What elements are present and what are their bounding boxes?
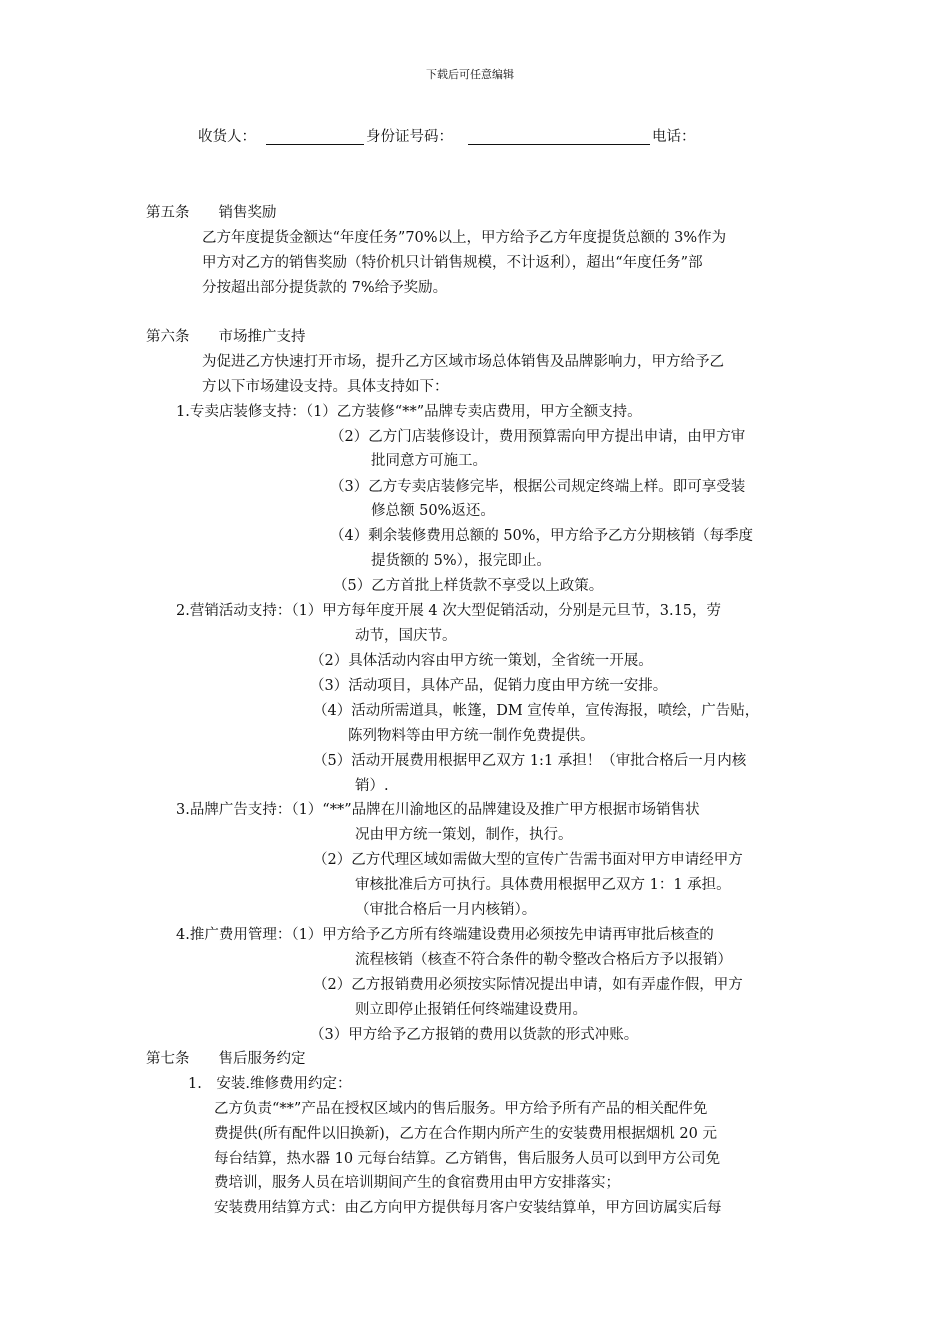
- page-header: 下载后可任意编辑: [426, 68, 514, 81]
- list-item: （审批合格后一月内核销）。: [355, 902, 537, 918]
- list-item: 修总额 50%返还。: [371, 503, 495, 519]
- list-item: （3）活动项目，具体产品，促销力度由甲方统一安排。: [310, 678, 668, 694]
- list-item: 2.营销活动支持：（1）甲方每年度开展 4 次大型促销活动，分别是元旦节，3.15，劳: [176, 603, 722, 619]
- paragraph-line: 分按超出部分提货款的 7%给予奖励。: [202, 280, 448, 296]
- consignee-name-field[interactable]: [266, 130, 364, 145]
- list-item: 批同意方可施工。: [371, 453, 487, 469]
- id-number-field[interactable]: [468, 130, 650, 145]
- subsection-title: 1. 安装.维修费用约定：: [188, 1076, 352, 1092]
- paragraph-line: 乙方年度提货金额达“年度任务”70%以上，甲方给予乙方年度提货总额的 3%作为: [202, 230, 727, 246]
- paragraph-line: 费培训，服务人员在培训期间产生的食宿费用由甲方安排落实；: [214, 1175, 620, 1191]
- list-item: 流程核销（核查不符合条件的勒令整改合格后方予以报销）: [355, 952, 732, 968]
- list-item: 销）.: [355, 778, 389, 794]
- list-item: （2）乙方代理区域如需做大型的宣传广告需书面对甲方申请经甲方: [313, 852, 743, 868]
- paragraph-line: 每台结算，热水器 10 元每台结算。乙方销售，售后服务人员可以到甲方公司免: [214, 1151, 721, 1167]
- article-6-title: 第六条 市场推广支持: [146, 329, 306, 345]
- paragraph-line: 乙方负责“**”产品在授权区域内的售后服务。甲方给予所有产品的相关配件免: [214, 1101, 708, 1117]
- article-5-title: 第五条 销售奖励: [146, 205, 277, 221]
- list-item: （4）剩余装修费用总额的 50%，甲方给予乙方分期核销（每季度: [330, 528, 754, 544]
- list-item: （5）活动开展费用根据甲乙双方 1:1 承担！（审批合格后一月内核: [313, 753, 747, 769]
- list-item: 1.专卖店装修支持：（1）乙方装修“**”品牌专卖店费用，甲方全额支持。: [176, 404, 642, 420]
- list-item: （2）乙方门店装修设计，费用预算需向甲方提出申请，由甲方审: [330, 429, 746, 445]
- list-item: （3）甲方给予乙方报销的费用以货款的形式冲账。: [310, 1027, 639, 1043]
- list-item: 4.推广费用管理：（1）甲方给予乙方所有终端建设费用必须按先申请再审批后核查的: [176, 927, 714, 943]
- list-item: 动节，国庆节。: [355, 628, 457, 644]
- list-item: （4）活动所需道具，帐篷，DM 宣传单，宣传海报，喷绘，广告贴，: [313, 703, 760, 719]
- list-item: （5）乙方首批上样货款不享受以上政策。: [333, 578, 604, 594]
- list-item: （2）乙方报销费用必须按实际情况提出申请，如有弄虚作假，甲方: [313, 977, 743, 993]
- id-number-label: 身份证号码：: [366, 129, 453, 145]
- list-item: 3.品牌广告支持：（1）“**”品牌在川渝地区的品牌建设及推广甲方根据市场销售状: [176, 802, 700, 818]
- list-item: 提货额的 5%），报完即止。: [371, 553, 551, 569]
- list-item: （3）乙方专卖店装修完毕，根据公司规定终端上样。即可享受装: [330, 479, 746, 495]
- paragraph-line: 安装费用结算方式：由乙方向甲方提供每月客户安装结算单，甲方回访属实后每: [214, 1200, 722, 1216]
- list-item: （2）具体活动内容由甲方统一策划，全省统一开展。: [310, 653, 653, 669]
- phone-label: 电话：: [652, 129, 696, 145]
- paragraph-line: 费提供(所有配件以旧换新)，乙方在合作期内所产生的安装费用根据烟机 20 元: [214, 1126, 717, 1142]
- list-item: 则立即停止报销任何终端建设费用。: [355, 1002, 587, 1018]
- list-item: 审核批准后方可执行。具体费用根据甲乙双方 1：1 承担。: [355, 877, 731, 893]
- list-item: 陈列物料等由甲方统一制作免费提供。: [348, 728, 595, 744]
- list-item: 况由甲方统一策划，制作，执行。: [355, 827, 573, 843]
- paragraph-line: 方以下市场建设支持。具体支持如下：: [202, 379, 449, 395]
- article-7-title: 第七条 售后服务约定: [146, 1051, 306, 1067]
- paragraph-line: 为促进乙方快速打开市场，提升乙方区域市场总体销售及品牌影响力，甲方给予乙: [202, 354, 724, 370]
- paragraph-line: 甲方对乙方的销售奖励（特价机只计销售规模，不计返利），超出“年度任务”部: [202, 255, 703, 271]
- consignee-name-label: 收货人：: [198, 129, 256, 145]
